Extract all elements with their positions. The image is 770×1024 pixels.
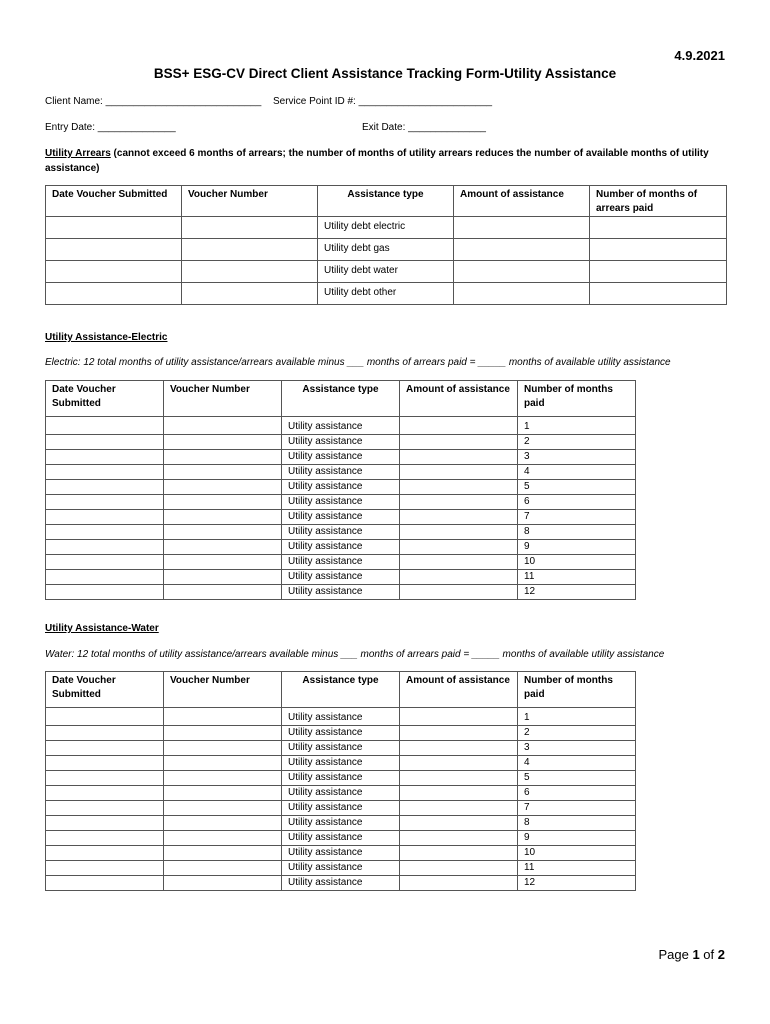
month-number-cell: 5 — [518, 480, 636, 495]
water-instruction: Water: 12 total months of utility assistance/arrears available minus ___ months of arrears paid = _____ months of available utility assistance — [45, 649, 665, 660]
date-cell[interactable] — [46, 261, 182, 283]
table-row — [46, 816, 636, 831]
date-cell[interactable] — [46, 480, 164, 495]
month-number-cell: 2 — [518, 726, 636, 741]
type-cell: Utility debt other — [318, 283, 454, 305]
col-amount: Amount of assistance — [400, 672, 518, 708]
months-cell[interactable] — [590, 261, 727, 283]
date-cell[interactable] — [46, 283, 182, 305]
amount-cell[interactable] — [454, 217, 590, 239]
voucher-cell[interactable] — [164, 831, 282, 846]
amount-cell[interactable] — [400, 555, 518, 570]
table-row — [46, 217, 727, 239]
date-cell[interactable] — [46, 417, 164, 435]
col-amount: Amount of assistance — [400, 381, 518, 417]
table-row — [46, 846, 636, 861]
voucher-cell[interactable] — [164, 741, 282, 756]
month-number-cell: 11 — [518, 861, 636, 876]
amount-cell[interactable] — [400, 585, 518, 600]
month-number-cell: 1 — [518, 708, 636, 726]
type-cell: Utility debt gas — [318, 239, 454, 261]
month-number-cell: 10 — [518, 555, 636, 570]
amount-cell[interactable] — [400, 801, 518, 816]
date-cell[interactable] — [46, 570, 164, 585]
month-number-cell: 3 — [518, 450, 636, 465]
amount-cell[interactable] — [400, 525, 518, 540]
amount-cell[interactable] — [400, 756, 518, 771]
table-row — [46, 283, 727, 305]
voucher-cell[interactable] — [164, 876, 282, 891]
type-cell: Utility assistance — [282, 846, 400, 861]
month-number-cell: 12 — [518, 876, 636, 891]
col-assistance-type: Assistance type — [318, 186, 454, 217]
voucher-cell[interactable] — [164, 495, 282, 510]
table-row — [46, 771, 636, 786]
voucher-cell[interactable] — [164, 585, 282, 600]
date-cell[interactable] — [46, 771, 164, 786]
water-table — [45, 671, 636, 891]
date-cell[interactable] — [46, 861, 164, 876]
electric-table — [45, 380, 636, 600]
col-date-voucher: Date Voucher Submitted — [46, 672, 164, 708]
type-cell: Utility assistance — [282, 510, 400, 525]
voucher-cell[interactable] — [164, 540, 282, 555]
month-number-cell: 11 — [518, 570, 636, 585]
voucher-cell[interactable] — [164, 450, 282, 465]
table-row — [46, 570, 636, 585]
table-row — [46, 708, 636, 726]
table-row — [46, 555, 636, 570]
col-date-voucher: Date Voucher Submitted — [46, 381, 164, 417]
type-cell: Utility assistance — [282, 861, 400, 876]
month-number-cell: 9 — [518, 831, 636, 846]
date-cell[interactable] — [46, 435, 164, 450]
voucher-cell[interactable] — [182, 283, 318, 305]
type-cell: Utility assistance — [282, 585, 400, 600]
table-row — [46, 480, 636, 495]
table-row — [46, 585, 636, 600]
form-date: 4.9.2021 — [674, 48, 725, 63]
date-cell[interactable] — [46, 876, 164, 891]
voucher-cell[interactable] — [164, 756, 282, 771]
type-cell: Utility assistance — [282, 417, 400, 435]
table-row — [46, 450, 636, 465]
amount-cell[interactable] — [400, 480, 518, 495]
amount-cell[interactable] — [400, 495, 518, 510]
entry-date-field[interactable]: Entry Date: ______________ — [45, 122, 176, 133]
amount-cell[interactable] — [400, 510, 518, 525]
col-amount: Amount of assistance — [454, 186, 590, 217]
date-cell[interactable] — [46, 786, 164, 801]
client-name-field[interactable]: Client Name: ____________________________ — [45, 96, 262, 107]
table-row — [46, 801, 636, 816]
amount-cell[interactable] — [400, 771, 518, 786]
date-cell[interactable] — [46, 465, 164, 480]
date-cell[interactable] — [46, 756, 164, 771]
type-cell: Utility assistance — [282, 831, 400, 846]
voucher-cell[interactable] — [164, 786, 282, 801]
date-cell[interactable] — [46, 585, 164, 600]
date-cell[interactable] — [46, 816, 164, 831]
table-row — [46, 726, 636, 741]
voucher-cell[interactable] — [164, 816, 282, 831]
month-number-cell: 3 — [518, 741, 636, 756]
month-number-cell: 7 — [518, 510, 636, 525]
type-cell: Utility assistance — [282, 801, 400, 816]
month-number-cell: 12 — [518, 585, 636, 600]
page-prefix: Page — [658, 947, 693, 962]
col-voucher-number: Voucher Number — [164, 672, 282, 708]
table-row — [46, 525, 636, 540]
table-row — [46, 786, 636, 801]
amount-cell[interactable] — [400, 435, 518, 450]
type-cell: Utility assistance — [282, 786, 400, 801]
col-date-voucher: Date Voucher Submitted — [46, 186, 182, 217]
type-cell: Utility assistance — [282, 726, 400, 741]
date-cell[interactable] — [46, 525, 164, 540]
type-cell: Utility assistance — [282, 816, 400, 831]
amount-cell[interactable] — [400, 786, 518, 801]
date-cell[interactable] — [46, 450, 164, 465]
col-months-arrears: Number of months of arrears paid — [590, 186, 727, 217]
arrears-table — [45, 185, 727, 305]
month-number-cell: 8 — [518, 525, 636, 540]
col-months-paid: Number of months paid — [518, 381, 636, 417]
type-cell: Utility assistance — [282, 450, 400, 465]
col-assistance-type: Assistance type — [282, 381, 400, 417]
voucher-cell[interactable] — [164, 708, 282, 726]
type-cell: Utility assistance — [282, 555, 400, 570]
voucher-cell[interactable] — [164, 435, 282, 450]
date-cell[interactable] — [46, 540, 164, 555]
months-cell[interactable] — [590, 217, 727, 239]
voucher-cell[interactable] — [182, 217, 318, 239]
voucher-cell[interactable] — [164, 510, 282, 525]
amount-cell[interactable] — [400, 831, 518, 846]
amount-cell[interactable] — [400, 876, 518, 891]
type-cell: Utility assistance — [282, 876, 400, 891]
month-number-cell: 8 — [518, 816, 636, 831]
table-row — [46, 756, 636, 771]
col-voucher-number: Voucher Number — [182, 186, 318, 217]
table-row — [46, 465, 636, 480]
month-number-cell: 10 — [518, 846, 636, 861]
type-cell: Utility assistance — [282, 465, 400, 480]
date-cell[interactable] — [46, 846, 164, 861]
voucher-cell[interactable] — [182, 239, 318, 261]
amount-cell[interactable] — [454, 261, 590, 283]
date-cell[interactable] — [46, 239, 182, 261]
form-title: BSS+ ESG-CV Direct Client Assistance Tracking Form-Utility Assistance — [153, 66, 617, 81]
month-number-cell: 6 — [518, 786, 636, 801]
month-number-cell: 1 — [518, 417, 636, 435]
voucher-cell[interactable] — [164, 801, 282, 816]
table-row — [46, 495, 636, 510]
type-cell: Utility assistance — [282, 708, 400, 726]
table-header-row — [46, 381, 636, 417]
voucher-cell[interactable] — [164, 417, 282, 435]
table-header-row — [46, 672, 636, 708]
type-cell: Utility assistance — [282, 771, 400, 786]
amount-cell[interactable] — [400, 570, 518, 585]
electric-heading: Utility Assistance-Electric — [45, 332, 168, 343]
amount-cell[interactable] — [400, 861, 518, 876]
voucher-cell[interactable] — [164, 480, 282, 495]
voucher-cell[interactable] — [164, 465, 282, 480]
voucher-cell[interactable] — [182, 261, 318, 283]
month-number-cell: 6 — [518, 495, 636, 510]
type-cell: Utility debt water — [318, 261, 454, 283]
date-cell[interactable] — [46, 741, 164, 756]
arrears-note-cont: assistance) — [45, 163, 100, 174]
page-of: of — [699, 947, 718, 962]
type-cell: Utility assistance — [282, 525, 400, 540]
table-row — [46, 239, 727, 261]
date-cell[interactable] — [46, 726, 164, 741]
arrears-heading: Utility Arrears — [45, 148, 111, 159]
table-header-row — [46, 186, 727, 217]
amount-cell[interactable] — [454, 239, 590, 261]
amount-cell[interactable] — [400, 540, 518, 555]
type-cell: Utility assistance — [282, 480, 400, 495]
exit-date-field[interactable]: Exit Date: ______________ — [362, 122, 486, 133]
amount-cell[interactable] — [400, 708, 518, 726]
amount-cell[interactable] — [400, 846, 518, 861]
voucher-cell[interactable] — [164, 525, 282, 540]
voucher-cell[interactable] — [164, 555, 282, 570]
date-cell[interactable] — [46, 708, 164, 726]
type-cell: Utility assistance — [282, 435, 400, 450]
table-row — [46, 876, 636, 891]
month-number-cell: 7 — [518, 801, 636, 816]
date-cell[interactable] — [46, 831, 164, 846]
date-cell[interactable] — [46, 801, 164, 816]
amount-cell[interactable] — [400, 465, 518, 480]
col-assistance-type: Assistance type — [282, 672, 400, 708]
type-cell: Utility assistance — [282, 741, 400, 756]
amount-cell[interactable] — [400, 450, 518, 465]
date-cell[interactable] — [46, 495, 164, 510]
amount-cell[interactable] — [400, 417, 518, 435]
arrears-heading-line — [45, 148, 709, 159]
type-cell: Utility debt electric — [318, 217, 454, 239]
water-heading: Utility Assistance-Water — [45, 623, 159, 634]
col-voucher-number: Voucher Number — [164, 381, 282, 417]
voucher-cell[interactable] — [164, 726, 282, 741]
voucher-cell[interactable] — [164, 570, 282, 585]
arrears-note: (cannot exceed 6 months of arrears; the number of months of utility arrears reduces the number of available months of utility — [110, 148, 709, 159]
months-cell[interactable] — [590, 239, 727, 261]
amount-cell[interactable] — [454, 283, 590, 305]
table-row — [46, 540, 636, 555]
type-cell: Utility assistance — [282, 540, 400, 555]
type-cell: Utility assistance — [282, 570, 400, 585]
table-row — [46, 417, 636, 435]
date-cell[interactable] — [46, 510, 164, 525]
table-row — [46, 261, 727, 283]
page-number — [658, 947, 725, 962]
table-row — [46, 861, 636, 876]
voucher-cell[interactable] — [164, 771, 282, 786]
month-number-cell: 4 — [518, 756, 636, 771]
table-row — [46, 510, 636, 525]
amount-cell[interactable] — [400, 741, 518, 756]
page-current: 1 — [692, 947, 700, 962]
month-number-cell: 5 — [518, 771, 636, 786]
electric-instruction: Electric: 12 total months of utility assistance/arrears available minus ___ months of arrears paid = _____ months of available utility assistance — [45, 357, 671, 368]
voucher-cell[interactable] — [164, 861, 282, 876]
month-number-cell: 2 — [518, 435, 636, 450]
col-months-paid: Number of months paid — [518, 672, 636, 708]
amount-cell[interactable] — [400, 726, 518, 741]
month-number-cell: 4 — [518, 465, 636, 480]
months-cell[interactable] — [590, 283, 727, 305]
type-cell: Utility assistance — [282, 495, 400, 510]
service-point-field[interactable]: Service Point ID #: ________________________ — [273, 96, 493, 107]
amount-cell[interactable] — [400, 816, 518, 831]
table-row — [46, 435, 636, 450]
type-cell: Utility assistance — [282, 756, 400, 771]
table-row — [46, 741, 636, 756]
date-cell[interactable] — [46, 555, 164, 570]
voucher-cell[interactable] — [164, 846, 282, 861]
table-row — [46, 831, 636, 846]
month-number-cell: 9 — [518, 540, 636, 555]
date-cell[interactable] — [46, 217, 182, 239]
page-total: 2 — [717, 947, 725, 962]
